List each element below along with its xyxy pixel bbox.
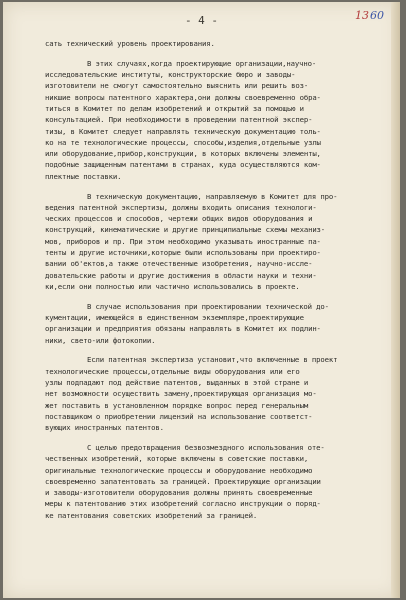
text-line: поставщиком о приобретении лицензий на использование соответст- — [45, 411, 313, 421]
text-line: чественных изобретений, которые включены в советские поставки, — [45, 454, 309, 464]
text-line: В случае использования при проектировании технической до- — [87, 301, 329, 311]
paragraph — [45, 442, 375, 521]
archive-folio-number — [355, 9, 384, 22]
page-number: - 4 - — [184, 14, 219, 27]
text-line: ко на те технологические процессы, способы,изделия,отдельные узлы — [45, 137, 321, 147]
text-line: довательские работы и другие достижения в области науки и техни- — [45, 270, 317, 280]
text-line: В техническую документацию, направляемую в Комитет для про- — [87, 191, 338, 201]
text-line: мов, приборов и пр. При этом необходимо указывать иностранные па- — [45, 236, 321, 246]
paragraph — [45, 354, 375, 433]
text-line: ники, свето-или фотокопии. — [45, 335, 156, 345]
document-page — [3, 2, 400, 598]
text-line: ческих процессов и способов, чертежи общих видов оборудования и — [45, 214, 313, 224]
text-line: ведения патентной экспертизы, должны входить описания технологи- — [45, 202, 317, 212]
paragraph — [45, 301, 375, 346]
text-line: конструкций, кинематические и другие принципиальные схемы механиз- — [45, 225, 326, 235]
paragraph — [45, 191, 375, 293]
text-line: подобные защищенным патентами в странах, куда осуществляются ком- — [45, 160, 321, 170]
text-line: тизы, в Комитет следует направлять техническую документацию толь- — [45, 126, 321, 136]
text-line: тенты и другие источники,которые были использованы при проектиро- — [45, 248, 321, 258]
text-line: Если патентная экспертиза установит,что включенные в проект — [87, 355, 338, 365]
text-line: или оборудование,прибор,конструкции, в которых включены элементы, — [45, 149, 321, 159]
text-line: оригинальные технологические процессы и оборудование необходимо — [45, 465, 313, 475]
text-line: плектные поставки. — [45, 171, 122, 181]
text-line: исследовательские институты, конструкторские бюро и заводы- — [45, 70, 296, 80]
text-line: изготовители не смогут самостоятельно выяснить или решить воз- — [45, 81, 309, 91]
text-line: В этих случаях,когда проектирующие организации,научно- — [87, 58, 317, 68]
page-binding-edge — [391, 2, 400, 598]
text-line: жет поставить в установленном порядке вопрос перед генеральным — [45, 400, 309, 410]
text-line: ки,если они полностью или частично использовались в проекте. — [45, 281, 300, 291]
text-line: титься в Комитет по делам изобретений и открытий за помощью и — [45, 103, 304, 113]
archive-number-new: 60 — [370, 9, 384, 22]
text-line: сать технический уровень проектирования. — [45, 39, 215, 48]
text-line: меры к патентованию этих изобретений согласно инструкции о поряд- — [45, 499, 321, 509]
text-line: кументации, имеющейся в единственном экземпляре,проектирующие — [45, 313, 304, 323]
text-line: и заводы-изготовители оборудования должны принять своевременные — [45, 488, 313, 498]
text-line: нет возможности осуществить замену,проектирующая организация мо- — [45, 389, 317, 399]
paragraph — [45, 38, 375, 49]
text-line: ке патентования советских изобретений за границей. — [45, 510, 258, 520]
text-line: организации и предприятия обязаны направлять в Комитет их подлин- — [45, 324, 321, 334]
text-line: узлы подпадают под действие патентов, выданных в этой стране и — [45, 378, 309, 388]
document-body — [45, 38, 375, 530]
text-line: своевременно запатентовать за границей. Проектирующие организации — [45, 476, 321, 486]
text-line: вующих иностранных патентов. — [45, 423, 164, 433]
text-line: вании об'ектов,а также отечественные изобретения, научно-иссле- — [45, 259, 313, 269]
text-line: консультацией. При необходимости в проведении патентной экспер- — [45, 115, 313, 125]
paragraph — [45, 58, 375, 182]
text-line: никшие вопросы патентного характера,они должны своевременно обра- — [45, 92, 321, 102]
archive-number-old: 13 — [355, 9, 369, 22]
text-line: С целью предотвращения безвозмездного использования оте- — [87, 443, 325, 452]
text-line: технологические процессы,отдельные виды оборудования или его — [45, 366, 300, 376]
